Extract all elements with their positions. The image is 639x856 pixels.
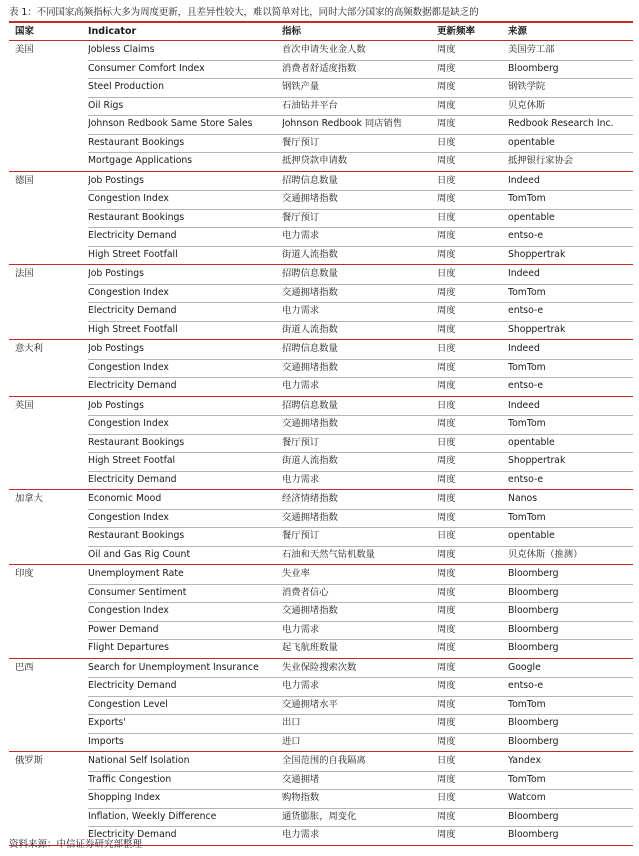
indicator-cn-cell: 进口 <box>282 735 301 747</box>
frequency-cell: 周度 <box>437 511 456 523</box>
frequency-cell: 周度 <box>437 680 456 691</box>
table-row <box>9 565 633 584</box>
header-country: 国家 <box>15 26 35 37</box>
country-cell: 美国 <box>15 44 34 55</box>
source-cell: entso-e <box>508 230 544 241</box>
source-cell: TomTom <box>508 511 546 523</box>
indicator-cell: Mortgage Applications <box>88 155 193 166</box>
table-row <box>9 97 633 116</box>
indicator-cn-cell: 失业保险搜索次数 <box>282 661 357 673</box>
indicator-cell: Power Demand <box>88 623 159 635</box>
table-row <box>9 415 633 434</box>
indicator-cell: Unemployment Rate <box>88 568 184 579</box>
frequency-cell: 周度 <box>437 155 456 166</box>
country-cell: 俄罗斯 <box>15 755 43 766</box>
source-cell: Bloomberg <box>508 568 559 579</box>
indicator-cell: Electricity Demand <box>88 305 177 316</box>
indicator-cn-cell: 交通拥堵指数 <box>282 361 338 373</box>
table-row <box>9 115 633 134</box>
country-cell: 印度 <box>15 568 34 579</box>
indicator-cn-cell: 交通拥堵 <box>282 773 320 785</box>
frequency-cell: 周度 <box>437 605 456 616</box>
table-row <box>9 659 633 678</box>
header-indicator-cn: 指标 <box>282 26 302 37</box>
indicator-cell: Johnson Redbook Same Store Sales <box>88 118 253 129</box>
table-body <box>9 41 633 845</box>
frequency-cell: 周度 <box>437 717 456 728</box>
table-row <box>9 41 633 60</box>
indicator-cn-cell: 起飞航班数量 <box>282 642 338 653</box>
frequency-cell: 周度 <box>437 661 456 673</box>
indicator-cell: Congestion Index <box>88 511 169 523</box>
source-cell: Shoppertrak <box>508 248 566 260</box>
table-row <box>9 808 633 827</box>
source-note: 资料来源：中信证券研究部整理 <box>9 839 143 850</box>
table-row <box>9 714 633 733</box>
source-cell: Indeed <box>508 343 540 354</box>
indicator-cn-cell: 消费者信心 <box>282 586 329 598</box>
indicator-cell: Electricity Demand <box>88 380 177 391</box>
frequency-cell: 日度 <box>437 755 456 766</box>
table-row <box>9 377 633 396</box>
table-row <box>9 321 633 340</box>
frequency-cell: 周度 <box>437 773 456 785</box>
indicator-cell: High Street Footfal <box>88 455 176 466</box>
country-group <box>9 264 633 339</box>
country-group <box>9 658 633 752</box>
frequency-cell: 周度 <box>437 548 456 560</box>
indicator-cn-cell: 交通拥堵指数 <box>282 193 338 204</box>
source-cell: TomTom <box>508 286 546 298</box>
indicator-cell: Job Postings <box>88 343 144 354</box>
indicator-cell: Restaurant Bookings <box>88 530 185 541</box>
frequency-cell: 日度 <box>437 792 456 803</box>
indicator-cell: Job Postings <box>88 174 144 186</box>
frequency-cell: 日度 <box>437 211 456 223</box>
table-row <box>9 227 633 246</box>
indicator-cell: Job Postings <box>88 399 144 411</box>
indicator-cn-cell: 街道人流指数 <box>282 248 338 260</box>
indicator-cell: Consumer Comfort Index <box>88 62 205 74</box>
indicator-cell: Oil Rigs <box>88 99 124 111</box>
indicator-cn-cell: 交通拥堵水平 <box>282 698 338 710</box>
frequency-cell: 周度 <box>437 586 456 598</box>
indicator-cn-cell: 交通拥堵指数 <box>282 511 338 523</box>
indicator-cell: Electricity Demand <box>88 230 177 241</box>
source-cell: opentable <box>508 136 555 148</box>
source-cell: entso-e <box>508 473 544 485</box>
indicator-cell: National Self Isolation <box>88 755 190 766</box>
indicator-cell: Electricity Demand <box>88 680 177 691</box>
source-cell: Indeed <box>508 399 540 411</box>
country-group <box>9 339 633 396</box>
indicator-cell: Search for Unemployment Insurance <box>88 661 259 673</box>
indicator-cn-cell: 出口 <box>282 717 301 728</box>
country-cell: 法国 <box>15 268 34 279</box>
indicator-cn-cell: 招聘信息数量 <box>282 343 338 354</box>
indicator-cell: Traffic Congestion <box>88 773 172 785</box>
frequency-cell: 周度 <box>437 829 456 840</box>
indicator-cell: Economic Mood <box>88 493 162 504</box>
indicator-cn-cell: Johnson Redbook 同店销售 <box>282 118 403 129</box>
frequency-cell: 周度 <box>437 62 456 74</box>
table-caption: 表 1：不同国家高频指标大多为周度更新，且差异性较大，难以简单对比，同时大部分国家的高频数据都是缺乏的 <box>9 7 479 18</box>
indicator-cell: Electricity Demand <box>88 829 177 840</box>
source-cell: Bloomberg <box>508 623 559 635</box>
frequency-cell: 周度 <box>437 99 456 111</box>
indicator-cell: Restaurant Bookings <box>88 436 185 448</box>
source-cell: Redbook Research Inc. <box>508 118 614 129</box>
frequency-cell: 日度 <box>437 268 456 279</box>
source-cell: Indeed <box>508 174 540 186</box>
country-group <box>9 564 633 658</box>
table-row <box>9 60 633 79</box>
table-row <box>9 452 633 471</box>
country-cell: 英国 <box>15 399 34 411</box>
source-cell: Yandex <box>508 755 541 766</box>
indicator-cn-cell: 餐厅预订 <box>282 436 320 448</box>
indicator-cn-cell: 电力需求 <box>282 680 320 691</box>
frequency-cell: 日度 <box>437 436 456 448</box>
frequency-cell: 周度 <box>437 473 456 485</box>
indicator-cell: Congestion Level <box>88 698 168 710</box>
frequency-cell: 周度 <box>437 735 456 747</box>
source-cell: Indeed <box>508 268 540 279</box>
indicator-cell: Congestion Index <box>88 418 169 429</box>
frequency-cell: 日度 <box>437 399 456 411</box>
indicator-cn-cell: 失业率 <box>282 568 310 579</box>
indicator-cn-cell: 电力需求 <box>282 380 320 391</box>
source-cell: Watcom <box>508 792 546 803</box>
frequency-cell: 周度 <box>437 623 456 635</box>
indicator-cell: Restaurant Bookings <box>88 136 185 148</box>
frequency-cell: 周度 <box>437 44 456 55</box>
frequency-cell: 周度 <box>437 455 456 466</box>
source-cell: entso-e <box>508 680 544 691</box>
table-row <box>9 434 633 453</box>
indicator-cn-cell: 石油和天然气钻机数量 <box>282 548 375 560</box>
source-cell: TomTom <box>508 193 546 204</box>
indicator-cell: Restaurant Bookings <box>88 211 185 223</box>
table-header-row <box>9 23 633 41</box>
table-row <box>9 265 633 284</box>
source-cell: Google <box>508 661 541 673</box>
frequency-cell: 周度 <box>437 418 456 429</box>
table-row <box>9 209 633 228</box>
table-row <box>9 733 633 752</box>
indicator-cn-cell: 电力需求 <box>282 829 320 840</box>
frequency-cell: 周度 <box>437 493 456 504</box>
indicator-cn-cell: 首次申请失业金人数 <box>282 44 366 55</box>
indicator-cn-cell: 招聘信息数量 <box>282 399 338 411</box>
frequency-cell: 周度 <box>437 248 456 260</box>
indicator-cell: Shopping Index <box>88 792 161 803</box>
indicator-cn-cell: 电力需求 <box>282 305 320 316</box>
source-cell: Bloomberg <box>508 605 559 616</box>
table-row <box>9 696 633 715</box>
source-cell: entso-e <box>508 305 544 316</box>
indicator-cn-cell: 招聘信息数量 <box>282 174 338 186</box>
country-cell: 意大利 <box>15 343 43 354</box>
country-group <box>9 396 633 490</box>
indicator-cn-cell: 钢铁产量 <box>282 81 320 92</box>
table-row <box>9 771 633 790</box>
indicator-cell: Job Postings <box>88 268 144 279</box>
indicator-cell: Exports' <box>88 717 126 728</box>
table-row <box>9 359 633 378</box>
indicator-cell: Consumer Sentiment <box>88 586 187 598</box>
table-row <box>9 152 633 171</box>
source-cell: 抵押银行家协会 <box>508 155 574 166</box>
table-row <box>9 509 633 528</box>
source-cell: Shoppertrak <box>508 323 566 335</box>
source-cell: Bloomberg <box>508 586 559 598</box>
indicator-cn-cell: 全国范围的自我隔离 <box>282 755 366 766</box>
source-cell: TomTom <box>508 698 546 710</box>
indicator-cell: Congestion Index <box>88 286 169 298</box>
indicator-cell: Oil and Gas Rig Count <box>88 548 191 560</box>
frequency-cell: 周度 <box>437 81 456 92</box>
frequency-cell: 周度 <box>437 568 456 579</box>
indicator-cn-cell: 电力需求 <box>282 473 320 485</box>
country-group <box>9 489 633 564</box>
frequency-cell: 周度 <box>437 193 456 204</box>
country-cell: 巴西 <box>15 661 34 673</box>
table-row <box>9 302 633 321</box>
country-cell: 加拿大 <box>15 493 43 504</box>
frequency-cell: 周度 <box>437 698 456 710</box>
indicator-cell: Inflation, Weekly Difference <box>88 810 217 822</box>
table-row <box>9 172 633 191</box>
source-cell: Shoppertrak <box>508 455 566 466</box>
indicator-cell: Imports <box>88 735 124 747</box>
indicator-cn-cell: 街道人流指数 <box>282 455 338 466</box>
indicator-cn-cell: 石油钻井平台 <box>282 99 338 111</box>
header-source: 来源 <box>508 26 528 37</box>
frequency-cell: 日度 <box>437 530 456 541</box>
indicator-cn-cell: 通货膨胀，周变化 <box>282 810 357 822</box>
indicator-cn-cell: 餐厅预订 <box>282 530 320 541</box>
table-row <box>9 677 633 696</box>
indicator-cn-cell: 抵押贷款申请数 <box>282 155 348 166</box>
table-row <box>9 789 633 808</box>
country-group <box>9 751 633 845</box>
frequency-cell: 周度 <box>437 380 456 391</box>
source-cell: opentable <box>508 530 555 541</box>
source-cell: Bloomberg <box>508 642 559 653</box>
source-cell: Bloomberg <box>508 829 559 840</box>
frequency-cell: 周度 <box>437 118 456 129</box>
frequency-cell: 周度 <box>437 642 456 653</box>
frequency-cell: 周度 <box>437 361 456 373</box>
frequency-cell: 周度 <box>437 305 456 316</box>
frequency-cell: 日度 <box>437 136 456 148</box>
indicator-cell: Congestion Index <box>88 193 169 204</box>
table-row <box>9 471 633 490</box>
source-cell: Bloomberg <box>508 810 559 822</box>
country-group <box>9 41 633 171</box>
indicator-cn-cell: 消费者舒适度指数 <box>282 62 357 74</box>
source-cell: entso-e <box>508 380 544 391</box>
source-cell: TomTom <box>508 361 546 373</box>
table-row <box>9 397 633 416</box>
table-row <box>9 246 633 265</box>
source-cell: Bloomberg <box>508 62 559 74</box>
table-row <box>9 134 633 153</box>
table-row <box>9 584 633 603</box>
indicator-cn-cell: 交通拥堵指数 <box>282 418 338 429</box>
indicator-cell: Steel Production <box>88 81 164 92</box>
indicator-cell: Congestion Index <box>88 361 169 373</box>
frequency-cell: 周度 <box>437 230 456 241</box>
indicator-cn-cell: 交通拥堵指数 <box>282 605 338 616</box>
indicator-cn-cell: 餐厅预订 <box>282 136 320 148</box>
header-indicator: Indicator <box>88 26 137 37</box>
table-row <box>9 284 633 303</box>
frequency-cell: 周度 <box>437 810 456 822</box>
table-row <box>9 639 633 658</box>
frequency-cell: 周度 <box>437 323 456 335</box>
indicator-cn-cell: 经济情绪指数 <box>282 493 338 504</box>
indicator-cell: High Street Footfall <box>88 323 178 335</box>
frequency-cell: 日度 <box>437 174 456 186</box>
indicator-cell: Jobless Claims <box>88 44 155 55</box>
indicator-cell: High Street Footfall <box>88 248 178 260</box>
indicator-cell: Congestion Index <box>88 605 169 616</box>
table-row <box>9 340 633 359</box>
source-cell: Bloomberg <box>508 717 559 728</box>
indicator-cn-cell: 招聘信息数量 <box>282 268 338 279</box>
table-row <box>9 490 633 509</box>
country-group <box>9 171 633 265</box>
source-cell: TomTom <box>508 773 546 785</box>
source-cell: opentable <box>508 211 555 223</box>
table-row <box>9 602 633 621</box>
source-cell: opentable <box>508 436 555 448</box>
header-frequency: 更新频率 <box>437 26 476 37</box>
source-cell: 贝克休斯 <box>508 99 546 111</box>
indicator-cell: Electricity Demand <box>88 473 177 485</box>
source-cell: 贝克休斯（推测） <box>508 548 583 560</box>
source-cell: Nanos <box>508 493 538 504</box>
indicator-cn-cell: 购物指数 <box>282 792 320 803</box>
table-row <box>9 78 633 97</box>
indicator-cn-cell: 餐厅预订 <box>282 211 320 223</box>
source-cell: Bloomberg <box>508 735 559 747</box>
indicator-table <box>9 21 633 846</box>
table-row <box>9 546 633 565</box>
frequency-cell: 日度 <box>437 343 456 354</box>
country-cell: 德国 <box>15 174 34 186</box>
indicator-cell: Flight Departures <box>88 642 169 653</box>
source-cell: 钢铁学院 <box>508 81 546 92</box>
source-cell: 美国劳工部 <box>508 44 555 55</box>
indicator-cn-cell: 交通拥堵指数 <box>282 286 338 298</box>
table-row <box>9 752 633 771</box>
indicator-cn-cell: 街道人流指数 <box>282 323 338 335</box>
source-cell: TomTom <box>508 418 546 429</box>
frequency-cell: 周度 <box>437 286 456 298</box>
table-row <box>9 527 633 546</box>
indicator-cn-cell: 电力需求 <box>282 230 320 241</box>
table-row <box>9 621 633 640</box>
indicator-cn-cell: 电力需求 <box>282 623 320 635</box>
table-row <box>9 190 633 209</box>
